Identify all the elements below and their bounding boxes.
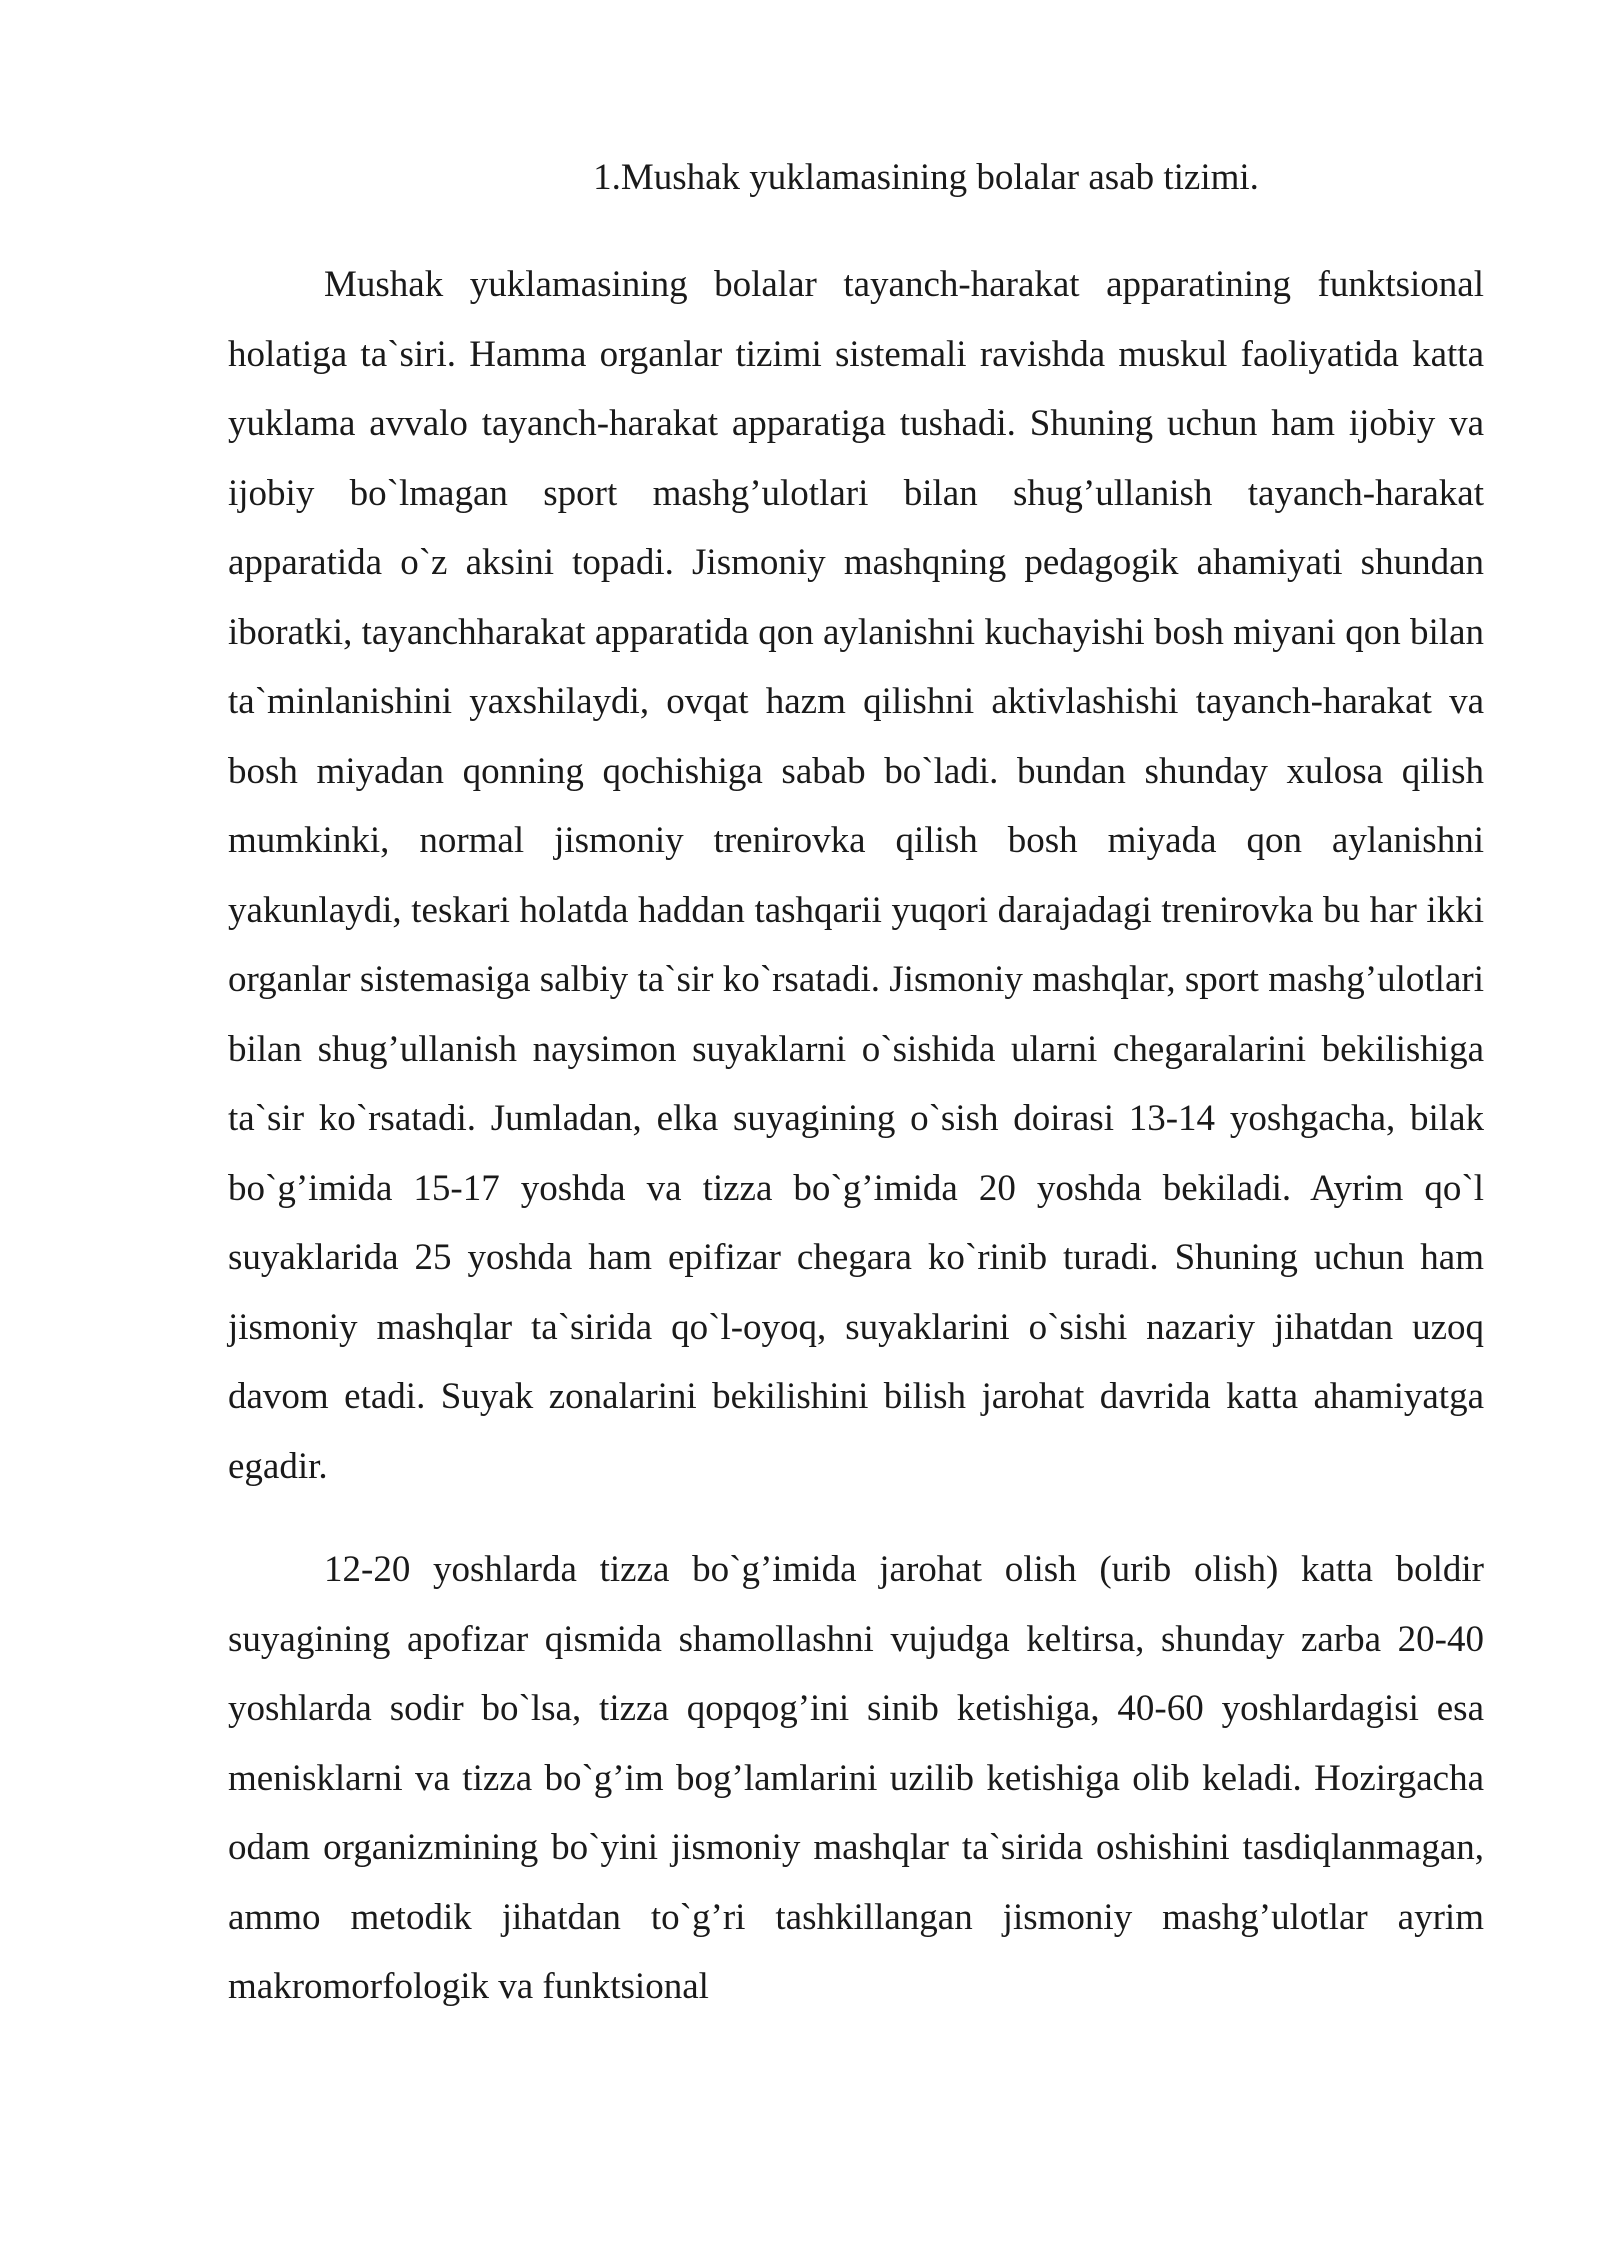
document-body xyxy=(228,150,1484,2056)
paragraph-2: 12-20 yoshlarda tizza bo`g’imida jarohat olish (urib olish) katta boldir suyagining apofizar qismida shamollashni vujudga keltirsa, shunday zarba 20-40 yoshlarda sodir bo`lsa, tizza qopqog’ini sinib ketishiga, 40-60 yoshlardagisi esa menisklarni va tizza bo`g’im bog’lamlarini uzilib ketishiga olib keladi. Hozirgacha odam organizmining bo`yini jismoniy mashqlar ta`sirida oshishini tasdiqlanmagan, ammo metodik jihatdan to`g’ri tashkillangan jismoniy mashg’ulotlar ayrim makromorfologik va funktsional xyxy=(228,1549,1484,2007)
paragraph-1: Mushak yuklamasining bolalar tayanch-harakat apparatining funktsional holatiga ta`siri. Hamma organlar tizimi sistemali ravishda muskul faoliyatida katta yuklama avvalo tayanch-harakat apparatiga tushadi. Shuning uchun ham ijobiy va ijobiy bo`lmagan sport mashg’ulotlari bilan shug’ullanish tayanch-harakat apparatida o`z aksini topadi. Jismoniy mashqning pedagogik ahamiyati shundan iboratki, tayanchharakat apparatida qon aylanishni kuchayishi bosh miyani qon bilan ta`minlanishini yaxshilaydi, ovqat hazm qilishni aktivlashishi tayanch-harakat va bosh miyadan qonning qochishiga sabab bo`ladi. bundan shunday xulosa qilish mumkinki, normal jismoniy trenirovka qilish bosh miyada qon aylanishni yakunlaydi, teskari holatda haddan tashqarii yuqori darajadagi trenirovka bu har ikki organlar sistemasiga salbiy ta`sir ko`rsatadi. Jismoniy mashqlar, sport mashg’ulotlari bilan shug’ullanish naysimon suyaklarni o`sishida ularni chegaralarini bekilishiga ta`sir ko`rsatadi. Jumladan, elka suyagining o`sish doirasi 13-14 yoshgacha, bilak bo`g’imida 15-17 yoshda va tizza bo`g’imida 20 yoshda bekiladi. Ayrim qo`l suyaklarida 25 yoshda ham epifizar chegara ko`rinib turadi. Shuning uchun ham jismoniy mashqlar ta`sirida qo`l-oyoq, suyaklarini o`sishi nazariy jihatdan uzoq davom etadi. Suyak zonalarini bekilishini bilish jarohat davrida katta ahamiyatga egadir. xyxy=(228,264,1484,1487)
document-title: 1.Mushak yuklamasining bolalar asab tizimi. xyxy=(593,157,1259,198)
